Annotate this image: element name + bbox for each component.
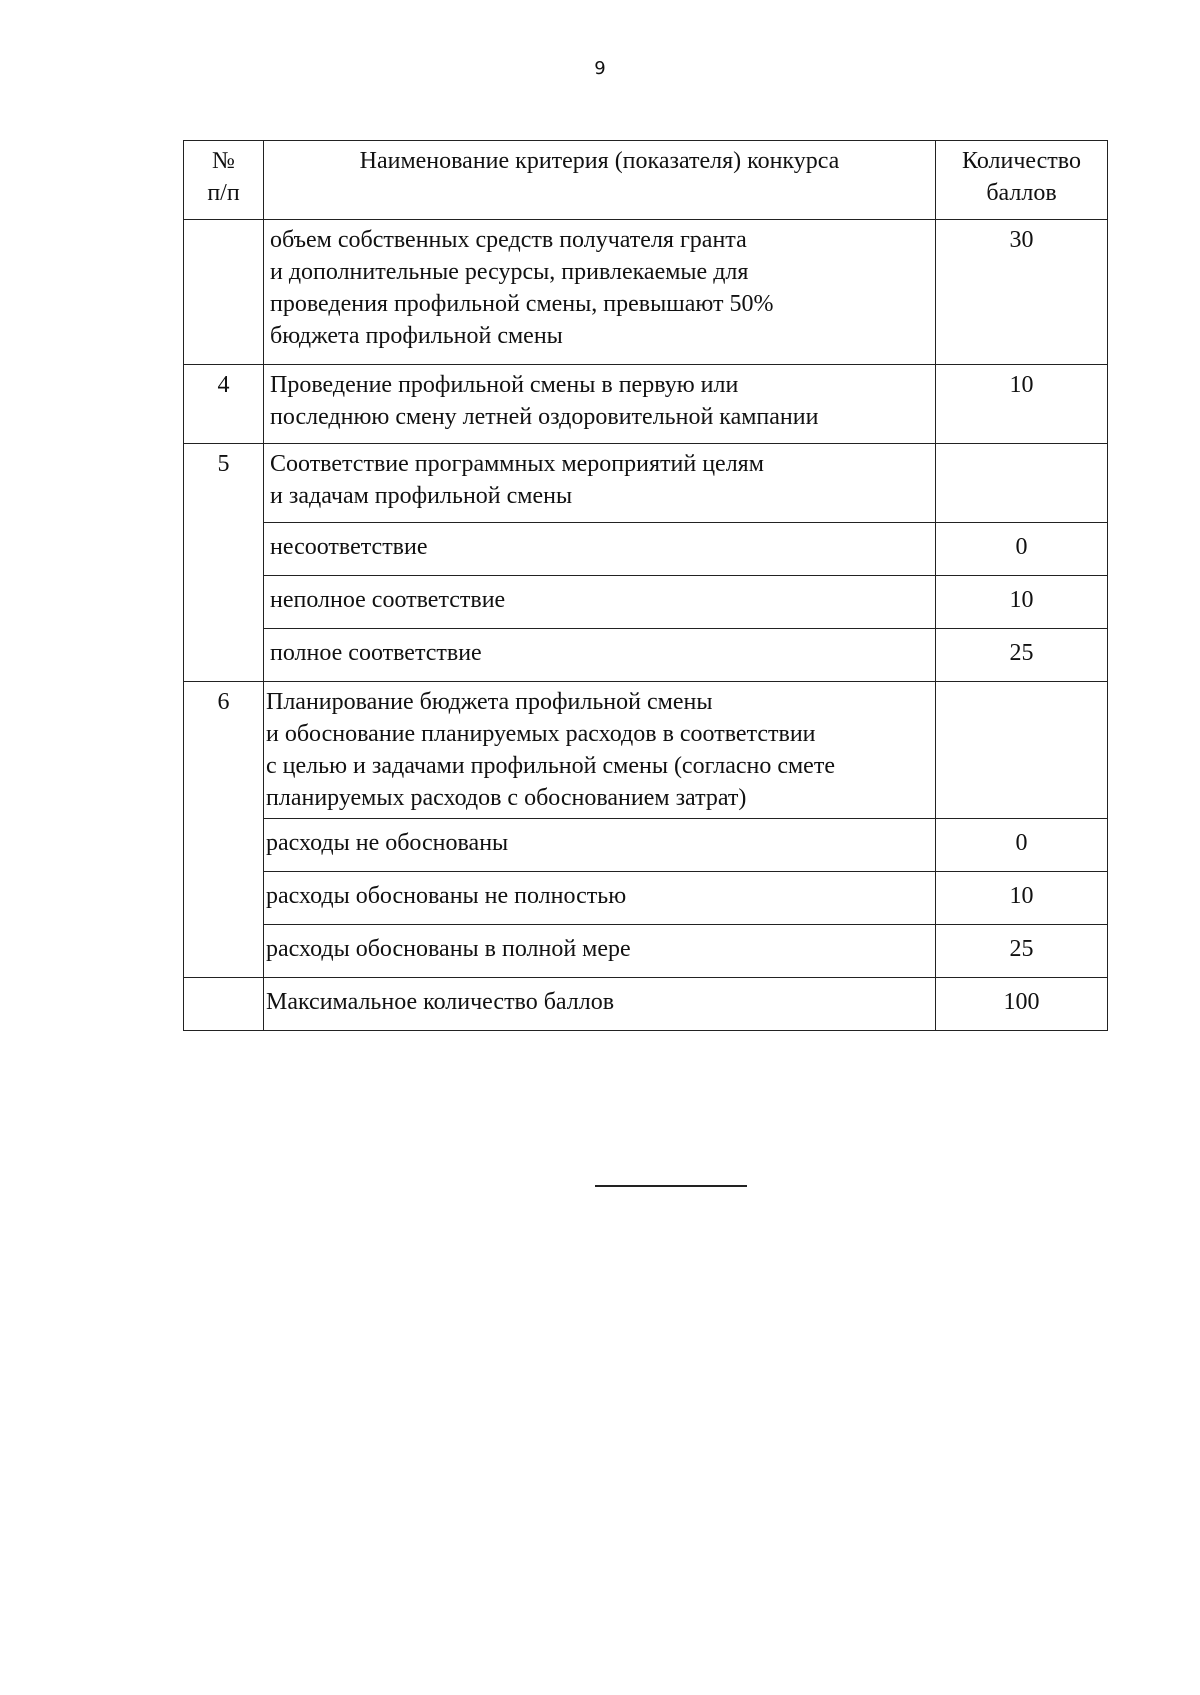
row-number — [184, 220, 264, 365]
total-row — [184, 978, 1108, 1031]
criterion-option: неполное соответствие — [264, 576, 936, 629]
header-number: № п/п — [184, 141, 264, 220]
criterion-option: полное соответствие — [264, 629, 936, 682]
criterion-option: несоответствие — [264, 523, 936, 576]
end-of-document-line — [595, 1185, 747, 1187]
criterion-name: объем собственных средств получателя гранта и дополнительные ресурсы, привлекаемые для проведения профильной смены, превышают 50% бюджета профильной смены — [264, 220, 936, 365]
criterion-score — [936, 682, 1108, 819]
row-number — [184, 978, 264, 1031]
table-subrow — [184, 819, 1108, 872]
table-subrow — [184, 576, 1108, 629]
criterion-option: расходы обоснованы в полной мере — [264, 925, 936, 978]
criterion-option-score: 10 — [936, 872, 1108, 925]
table-row — [184, 682, 1108, 819]
table-row — [184, 365, 1108, 444]
criterion-option: расходы обоснованы не полностью — [264, 872, 936, 925]
criterion-option-score: 0 — [936, 819, 1108, 872]
criterion-option: расходы не обоснованы — [264, 819, 936, 872]
criterion-name: Проведение профильной смены в первую или последнюю смену летней оздоровительной кампании — [264, 365, 936, 444]
criterion-name: Соответствие программных мероприятий целям и задачам профильной смены — [264, 444, 936, 523]
criteria-table — [183, 140, 1108, 1031]
criterion-name: Планирование бюджета профильной смены и обоснование планируемых расходов в соответствии с целью и задачами профильной смены (согласно смете планируемых расходов с обоснованием затрат) — [264, 682, 936, 819]
criterion-score — [936, 444, 1108, 523]
table-subrow — [184, 629, 1108, 682]
table-subrow — [184, 872, 1108, 925]
row-number: 6 — [184, 682, 264, 978]
criterion-option-score: 25 — [936, 925, 1108, 978]
table-row — [184, 220, 1108, 365]
criterion-score: 10 — [936, 365, 1108, 444]
page-number: 9 — [594, 58, 606, 79]
table-subrow — [184, 925, 1108, 978]
criterion-score: 30 — [936, 220, 1108, 365]
table-subrow — [184, 523, 1108, 576]
row-number: 4 — [184, 365, 264, 444]
criterion-option-score: 25 — [936, 629, 1108, 682]
total-score: 100 — [936, 978, 1108, 1031]
criterion-option-score: 0 — [936, 523, 1108, 576]
table-header-row — [184, 141, 1108, 220]
total-label: Максимальное количество баллов — [264, 978, 936, 1031]
header-score: Количество баллов — [936, 141, 1108, 220]
row-number: 5 — [184, 444, 264, 682]
criterion-option-score: 10 — [936, 576, 1108, 629]
header-criterion-name: Наименование критерия (показателя) конкурса — [264, 141, 936, 220]
table-row — [184, 444, 1108, 523]
